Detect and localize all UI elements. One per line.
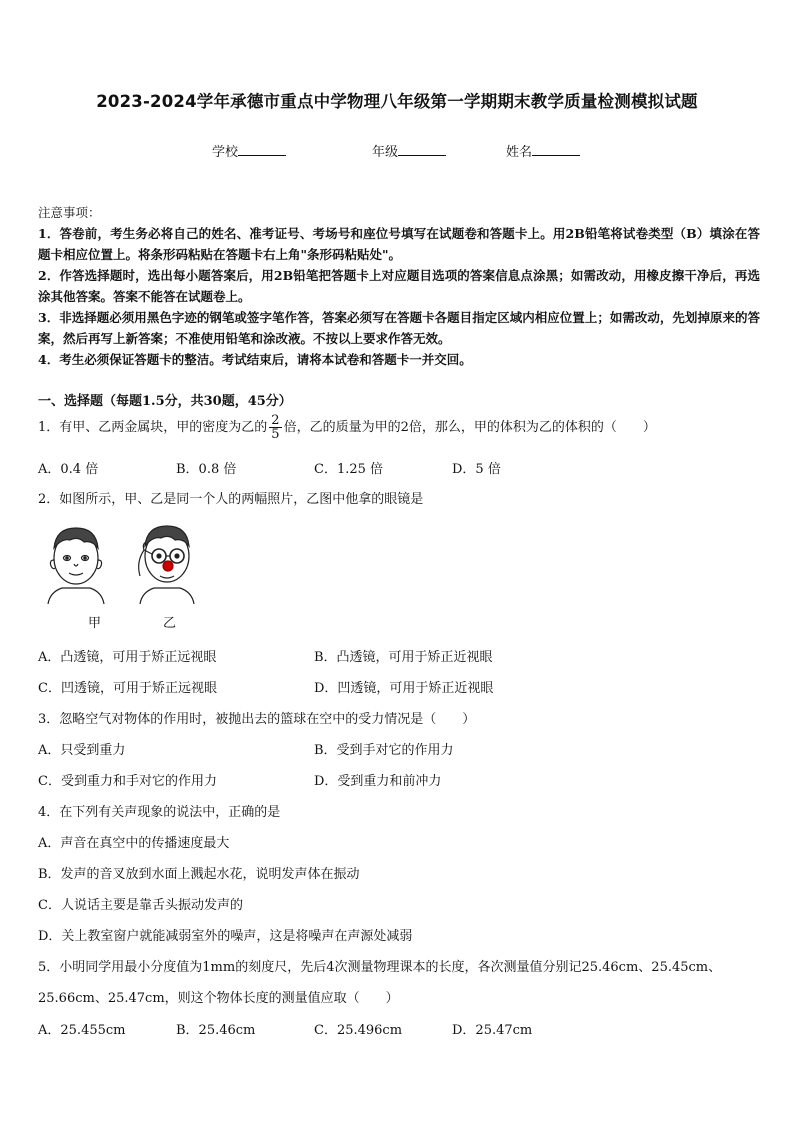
figure-label-a: 甲 [88, 616, 102, 631]
q5-option-b[interactable]: B．25.46cm [176, 1023, 256, 1038]
exam-notes [38, 202, 760, 370]
q3-option-b[interactable]: B．受到手对它的作用力 [314, 743, 454, 758]
question-3-stem: 3．忽略空气对物体的作用时，被抛出去的篮球在空中的受力情况是（ ） [38, 712, 476, 727]
grade-label: 年级 [372, 145, 399, 160]
q5-option-a[interactable]: A．25.455cm [38, 1023, 126, 1038]
fraction-numerator: 2 [271, 413, 280, 428]
name-field[interactable] [506, 141, 580, 160]
grade-field[interactable] [372, 141, 446, 160]
boy-face-icon [48, 528, 104, 604]
name-blank [532, 143, 580, 156]
grade-blank [398, 143, 446, 156]
q2-option-d[interactable]: D．凹透镜，可用于矫正近视眼 [314, 681, 494, 696]
q3-option-d[interactable]: D．受到重力和前冲力 [314, 774, 442, 789]
question-5-stem-line-1: 5．小明同学用最小分度值为1mm的刻度尺，先后4次测量物理课本的长度，各次测量值分别记25.46cm、25.45cm、 [38, 960, 722, 975]
note-item: 3．非选择题必须用黑色字迹的钢笔或签字笔作答，答案必须写在答题卡各题目指定区域内相应位置上；如需改动，先划掉原来的答案，然后再写上新答案；不准使用铅笔和涂改液。不按以上要求作答无效。 [38, 310, 760, 346]
fraction [269, 414, 281, 441]
question-2-stem: 2．如图所示，甲、乙是同一个人的两幅照片，乙图中他拿的眼镜是 [38, 492, 424, 507]
boy-with-glasses-icon [139, 526, 194, 604]
q1-text-after: 倍，乙的质量为甲的2倍，那么，甲的体积为乙的体积的（ ） [283, 420, 656, 435]
q1-option-a[interactable]: A．0.4 倍 [38, 462, 99, 477]
q4-option-a[interactable]: A．声音在真空中的传播速度最大 [38, 836, 230, 851]
figure-label-b: 乙 [163, 616, 177, 631]
q1-option-c[interactable]: C．1.25 倍 [314, 462, 384, 477]
q2-option-a[interactable]: A．凸透镜，可用于矫正远视眼 [38, 650, 217, 665]
school-field[interactable] [212, 141, 286, 160]
school-blank [238, 143, 286, 156]
question-1-stem [38, 414, 656, 441]
q4-option-c[interactable]: C．人说话主要是靠舌头振动发声的 [38, 898, 243, 913]
q4-option-d[interactable]: D．关上教室窗户就能减弱室外的噪声，这是将噪声在声源处减弱 [38, 929, 413, 944]
question-4-stem: 4．在下列有关声现象的说法中，正确的是 [38, 805, 281, 820]
school-label: 学校 [212, 145, 239, 160]
q1-option-b[interactable]: B．0.8 倍 [176, 462, 237, 477]
q2-option-c[interactable]: C．凹透镜，可用于矫正远视眼 [38, 681, 217, 696]
name-label: 姓名 [506, 145, 533, 160]
note-item: 4．考生必须保证答题卡的整洁。考试结束后，请将本试卷和答题卡一并交回。 [38, 352, 472, 367]
q3-option-a[interactable]: A．只受到重力 [38, 743, 126, 758]
q1-text-before: 1．有甲、乙两金属块，甲的密度为乙的 [38, 420, 268, 435]
question-5-stem-line-2: 25.66cm、25.47cm，则这个物体长度的测量值应取（ ） [38, 991, 399, 1006]
q2-option-b[interactable]: B．凸透镜，可用于矫正近视眼 [314, 650, 493, 665]
notes-heading: 注意事项： [38, 205, 101, 220]
fraction-denominator: 5 [271, 427, 280, 442]
section-heading: 一、选择题（每题1.5分，共30题，45分） [38, 394, 292, 409]
q5-option-d[interactable]: D．25.47cm [452, 1023, 533, 1038]
q3-option-c[interactable]: C．受到重力和手对它的作用力 [38, 774, 217, 789]
note-item: 1．答卷前，考生务必将自己的姓名、准考证号、考场号和座位号填写在试题卷和答题卡上。用2B铅笔将试卷类型（B）填涂在答题卡相应位置上。将条形码粘贴在答题卡右上角"条形码粘贴处"。 [38, 226, 760, 262]
q5-option-c[interactable]: C．25.496cm [314, 1023, 403, 1038]
q4-option-b[interactable]: B．发声的音叉放到水面上溅起水花，说明发声体在振动 [38, 867, 360, 882]
q1-option-d[interactable]: D．5 倍 [452, 462, 501, 477]
note-item: 2．作答选择题时，选出每小题答案后，用2B铅笔把答题卡上对应题目选项的答案信息点涂黑；如需改动，用橡皮擦干净后，再选涂其他答案。答案不能答在试题卷上。 [38, 268, 760, 304]
glasses-photo-figure [40, 518, 210, 608]
page-title: 2023-2024学年承德市重点中学物理八年级第一学期期末教学质量检测模拟试题 [96, 92, 698, 111]
